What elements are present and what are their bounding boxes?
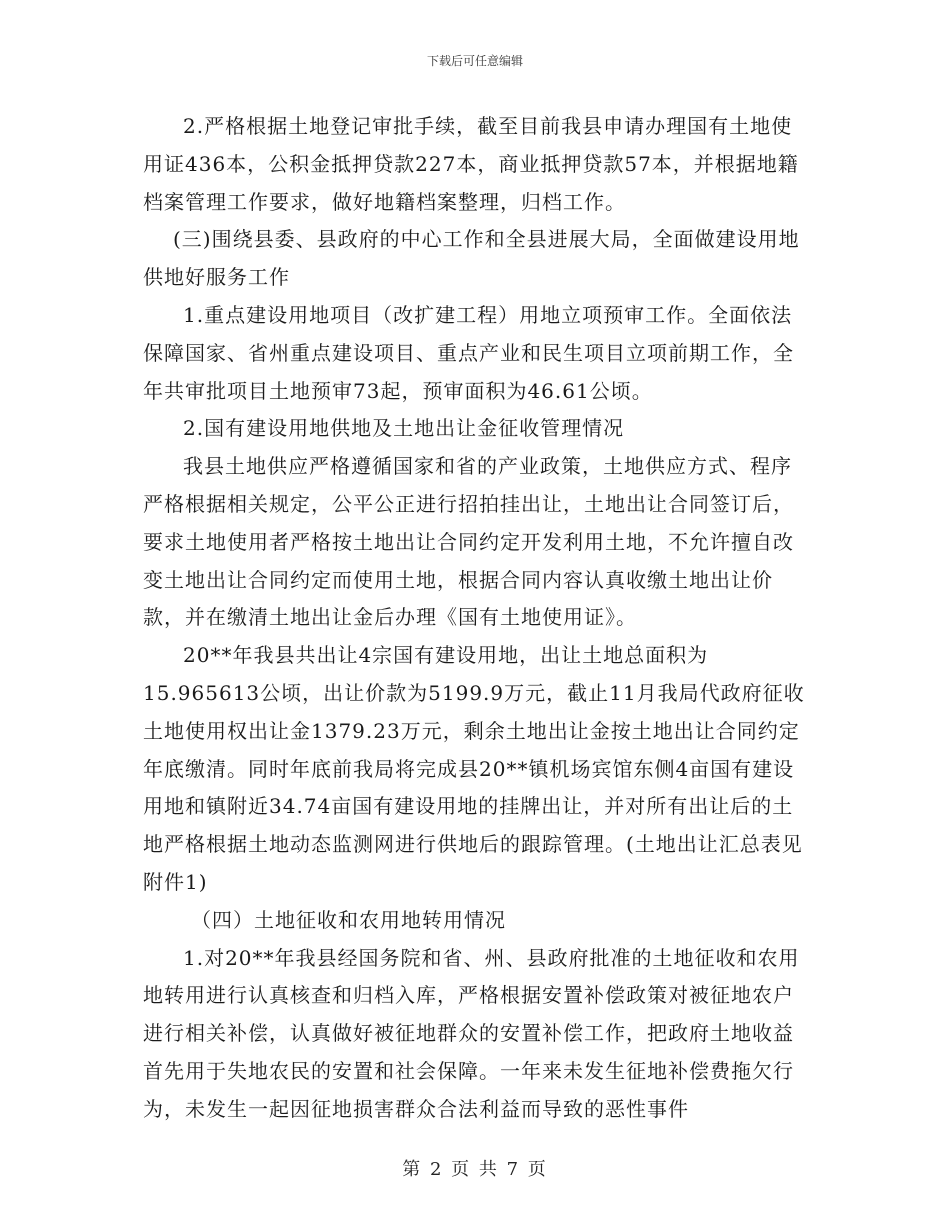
paragraph-land-registration: 2.严格根据土地登记审批手续，截至目前我县申请办理国有土地使用证436本，公积金抵押贷款227本，商业抵押贷款57本，并根据地籍档案管理工作要求，做好地籍档案整理，归档工作。 xyxy=(143,114,799,214)
section-heading-4: （四）土地征收和农用地转用情况 xyxy=(191,907,506,932)
document-body xyxy=(143,108,809,1129)
page-header: 下载后可任意编辑 xyxy=(426,54,523,68)
page-footer: 第 2 页 共 7 页 xyxy=(402,1159,548,1180)
subheading-land-supply: 2.国有建设用地供地及土地出让金征收管理情况 xyxy=(183,416,625,441)
paragraph-project-preapproval: 1.重点建设用地项目（改扩建工程）用地立项预审工作。全面依法保障国家、省州重点建设项目、重点产业和民生项目立项前期工作，全年共审批项目土地预审73起，预审面积为46.61公顷。 xyxy=(143,302,794,403)
paragraph-land-transfer-stats: 20**年我县共出让4宗国有建设用地，出让土地总面积为15.965613公顷，出让价款为5199.9万元，截止11月我局代政府征收土地使用权出让金1379.23万元，剩余土地出让金按土地出让合同约定年底缴清。同时年底前我局将完成县20**镇机场宾馆东侧4亩国有建设用地和镇附近34.74亩国有建设用地的挂牌出让，并对所有出让后的土地严格根据土地动态监测网进行供地后的跟踪管理。(土地出让汇总表见附件1) xyxy=(143,643,805,894)
paragraph-land-requisition: 1.对20**年我县经国务院和省、州、县政府批准的土地征收和农用地转用进行认真核查和归档入库，严格根据安置补偿政策对被征地农户进行相关补偿，认真做好被征地群众的安置补偿工作，把政府土地收益首先用于失地农民的安置和社会保障。一年来未发生征地补偿费拖欠行为，未发生一起因征地损害群众合法利益而导致的恶性事件 xyxy=(143,945,800,1121)
section-heading-3: (三)围绕县委、县政府的中心工作和全县进展大局，全面做建设用地供地好服务工作 xyxy=(143,227,800,290)
paragraph-land-supply-policy: 我县土地供应严格遵循国家和省的产业政策，土地供应方式、程序严格根据相关规定，公平公正进行招拍挂出让，土地出让合同签订后，要求土地使用者严格按土地出让合同约定开发利用土地，不允许擅自改变土地出让合同约定而使用土地，根据合同内容认真收缴土地出让价款，并在缴清土地出让金后办理《国有土地使用证》。 xyxy=(143,454,794,630)
